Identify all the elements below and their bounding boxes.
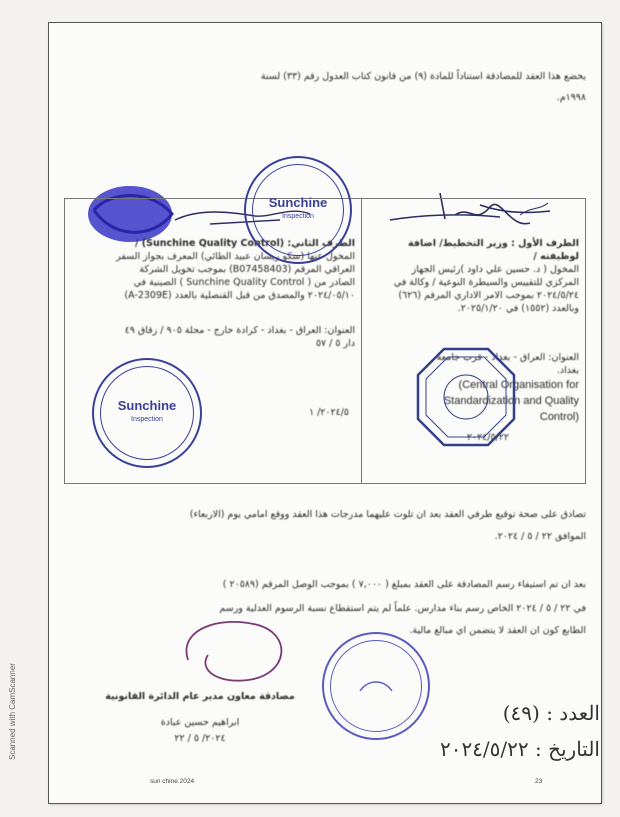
second-party-date: ٢٠٢٤/٥/ ١ [308, 407, 349, 418]
table-divider [361, 199, 362, 483]
second-party-line1: الطرف الثاني: (Sunchine Quality Control) / [135, 238, 355, 249]
signatory-name: ابراهيم حسين عبادة [160, 717, 240, 728]
stamp-ring [330, 640, 422, 732]
second-party-line5: ٢٠٢٤/٠٥/١٠ والمصدق من قبل القنصلية بالعدد (A-2309E) [124, 290, 355, 301]
footer-page-number: 23 [535, 778, 543, 785]
second-party-line2: المخول عنها (سكو ريسان عبيد الطائي) المعرف بجواز السفر [116, 251, 355, 262]
first-party-address2: بغداد. [556, 365, 579, 376]
org-name-line1: (Central Organisation for [458, 379, 579, 391]
stamp-subtitle: Inspection [282, 213, 314, 220]
fee-line3: الطابع كون ان العقد لا يتضمن اي مبالغ مالية. [409, 625, 586, 636]
company-stamp-bottom [92, 358, 202, 468]
stamp-brand: Sunchine [117, 398, 177, 413]
fee-line1: بعد ان تم استيفاء رسم المصادقة على العقد بمبلغ ( ٧,٠٠٠ ) بموجب الوصل المرقم (٢٠٥٨٩ ) [222, 579, 586, 590]
first-party-date: ٢٠٢٤/٥/٢٢ [466, 432, 509, 443]
document-date: التاريخ : ٢٠٢٤/٥/٢٢ [439, 737, 600, 761]
header-clause-line1: يخضع هذا العقد للمصادقة استناداً للمادة (٩) من قانون كتاب العدول رقم (٣٣) لسنة [260, 71, 586, 82]
company-stamp-top [244, 156, 352, 264]
org-name-line3: Control) [539, 411, 579, 423]
first-party-line5: وبالعدد (١٥٥٢) في ٢٠٢٥/١/٢٠. [457, 303, 579, 314]
stamp-brand: Sunchine [268, 195, 328, 210]
government-stamp [414, 345, 518, 449]
fee-line2: في ٢٢ / ٥ / ٢٠٢٤ الخاص رسم بناء مدارس. علماً لم يتم استقطاع نسبة الرسوم العدلية ورسم [219, 603, 586, 614]
first-party-address: العنوان: العراق - بغداد - قرب جامعة [436, 352, 579, 363]
header-clause-line2: ١٩٩٨م. [556, 92, 586, 103]
first-party-line4: ٢٠٢٤/٥/٢٤ بموجب الامر الاداري المرقم (٦٢٦) [398, 290, 579, 301]
certification-line2: الموافق ٢٢ / ٥ / ٢٠٢٤. [494, 531, 586, 542]
first-party-line3: المركزي للتقييس والسيطرة النوعية / وكالة في [393, 277, 579, 288]
org-name-line2: Standardization and Quality [443, 395, 579, 407]
stamp-ring [252, 164, 344, 256]
stamp-subtitle: Inspection [131, 416, 163, 423]
legal-dept-stamp [322, 632, 430, 740]
second-party-address: العنوان: العراق - بغداد - كرادة خارج - محلة ٩٠٥ / زقاق ٤٩ [124, 325, 355, 336]
stamp-ring [100, 366, 194, 460]
second-party-line4: الصادر من ( Sunchine Quality Control ) الصينية في [133, 277, 355, 288]
footer-left-text: sun chine 2024 [150, 778, 195, 785]
first-party-line2: المخول ( د. حسين علي داود )رئيس الجهاز [411, 264, 579, 275]
signatory-date: ٢٠٢٤/ ٥ / ٢٢ [174, 733, 226, 744]
first-party-line1: الطرف الأول : وزير التخطيط/ اضافة لوظيفته / [408, 238, 579, 262]
second-party-address2: دار ٥ / ٥٧ [315, 338, 355, 349]
certification-line1: تصادق على صحة توقيع طرفي العقد بعد ان تلوت عليهما مدرجات هذا العقد ووقع امامي يوم (الاربعاء) [189, 509, 586, 520]
document-number: العدد : (٤٩) [502, 701, 600, 725]
signatory-title: مصادقة معاون مدير عام الدائرة القانونية [105, 691, 295, 702]
official-signature [168, 610, 298, 690]
second-party-line3: العراقي المرقم (B07458403) بموجب تخويل الشركة [139, 264, 355, 275]
scanner-watermark: Scanned with CamScanner [8, 663, 17, 760]
